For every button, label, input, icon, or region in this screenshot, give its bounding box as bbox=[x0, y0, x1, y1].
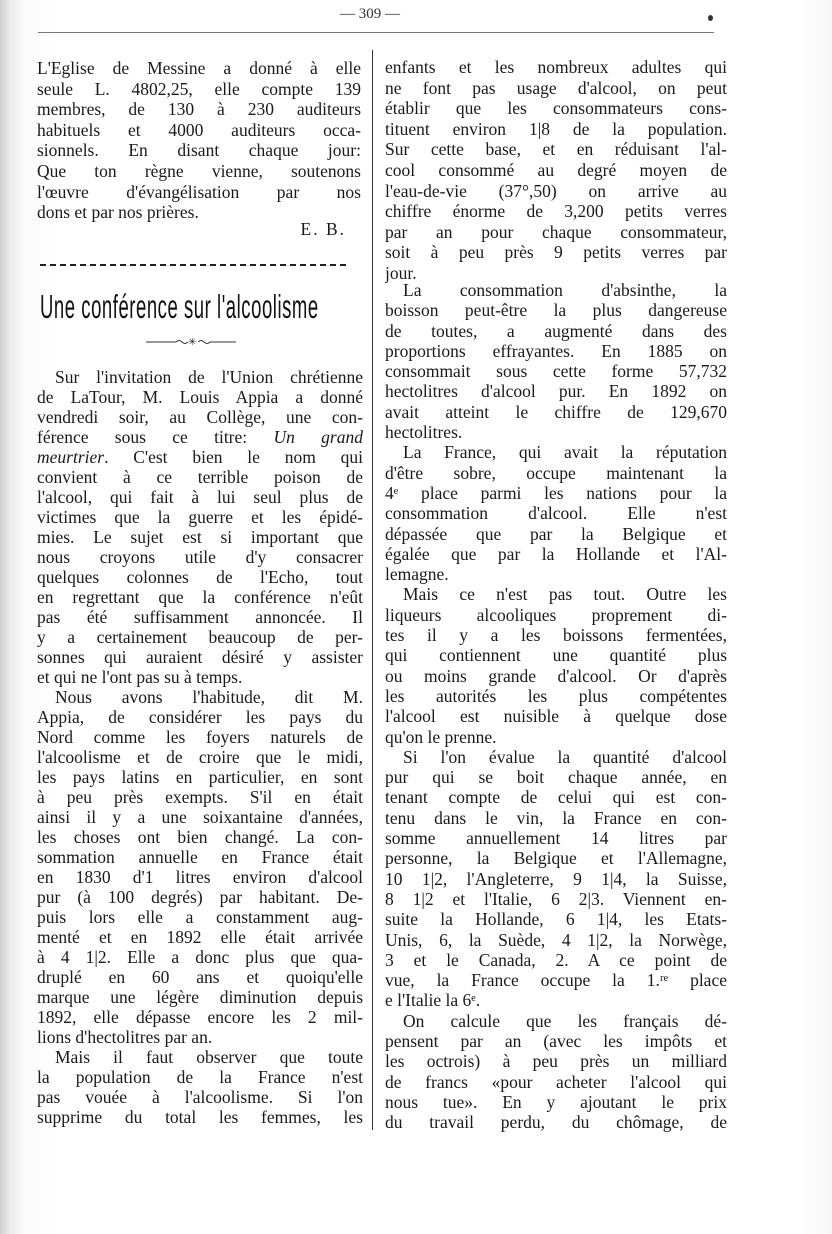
text-line: enfants et les nombreux adultes qui bbox=[385, 57, 727, 77]
text-line: mies. Le sujet est si important que bbox=[37, 527, 363, 547]
text-line: L'Eglise de Messine a donné à elle bbox=[37, 58, 361, 78]
text-line: en regrettant que la conférence n'eût bbox=[37, 587, 363, 607]
text-line: la population de la France n'est bbox=[37, 1067, 363, 1087]
italic-title-text: Un grand bbox=[273, 427, 363, 447]
text-line: nous croyons utile d'y consacrer bbox=[37, 547, 363, 567]
text-line: avait atteint le chiffre de 129,670 bbox=[385, 401, 727, 422]
text-line: Nous avons l'habitude, dit M. bbox=[55, 687, 363, 707]
text-line: par an pour chaque consommateur, bbox=[385, 221, 727, 242]
text-line: quelques colonnes de l'Echo, tout bbox=[37, 567, 363, 587]
text-line: à peu près exempts. S'il en était bbox=[37, 787, 363, 807]
text-line: soit à peu près 9 petits verres par bbox=[385, 242, 727, 263]
text-line: 4ᵉ place parmi les nations pour la bbox=[385, 482, 727, 503]
text-line: en 1830 d'1 litres environ d'alcool bbox=[37, 867, 363, 887]
ink-dot bbox=[708, 15, 713, 21]
text-line: les octrois) à peu près un milliard bbox=[385, 1051, 727, 1072]
text-line: du travail perdu, du chômage, de bbox=[385, 1112, 727, 1133]
page-number: — 309 — bbox=[340, 6, 400, 22]
text-line: sionnels. En disant chaque jour: bbox=[37, 140, 361, 161]
text-line: menté et en 1892 elle était arrivée bbox=[37, 927, 363, 947]
text-line: Sur cette base, et en réduisant l'al- bbox=[385, 139, 727, 160]
text-line: Nord comme les foyers naturels de bbox=[37, 727, 363, 747]
text-line: druplé en 60 ans et quoiqu'elle bbox=[37, 967, 363, 987]
text-line: victimes que la guerre et les épidé- bbox=[37, 507, 363, 527]
text-line: ainsi il y a une soixantaine d'années, bbox=[37, 807, 363, 827]
text-line: de toutes, a augmenté dans des bbox=[385, 320, 727, 341]
text-line: Sur l'invitation de l'Union chrétienne bbox=[55, 367, 363, 387]
text-line: Mais ce n'est pas tout. Outre les bbox=[403, 584, 727, 605]
text-line: marque une légère diminution depuis bbox=[37, 987, 363, 1007]
text-line bbox=[37, 447, 363, 467]
text-line: l'alcool, qui fait à lui seul plus de bbox=[37, 487, 363, 507]
text-line: nous tue». En y ajoutant le prix bbox=[385, 1091, 727, 1112]
text-line: 1892, elle dépasse encore les 2 mil- bbox=[37, 1007, 363, 1027]
text-line: La consommation d'absinthe, la bbox=[403, 280, 727, 300]
article-title-text: Une conférence sur l'alcoolisme bbox=[40, 288, 319, 325]
article-right-column bbox=[385, 280, 727, 1132]
text-line: dons et par nos prières. bbox=[37, 202, 199, 223]
svg-text:✳: ✳ bbox=[188, 337, 197, 345]
text-line: pur qui se boit chaque année, en bbox=[385, 767, 727, 788]
text-line: jour. bbox=[385, 262, 417, 283]
text-line: pas vouée à l'alcoolisme. Si l'on bbox=[37, 1087, 363, 1107]
text-line: de LaTour, M. Louis Appia a donné bbox=[37, 387, 363, 407]
text-line: hectolitres d'alcool pur. En 1892 on bbox=[385, 381, 727, 402]
text-line: e l'Italie la 6ᵉ. bbox=[385, 990, 481, 1011]
text-line: tenant compte de celui qui est con- bbox=[385, 787, 727, 808]
text-line: somme annuellement 14 litres par bbox=[385, 828, 727, 849]
text-line: d'être sobre, occupe maintenant la bbox=[385, 462, 727, 483]
text-line: sommation annuelle en France était bbox=[37, 847, 363, 867]
text-line: ne font pas usage d'alcool, on peut bbox=[385, 77, 727, 98]
section-separator bbox=[40, 264, 346, 266]
text-line: consommait sous cette forme 57,732 bbox=[385, 361, 727, 382]
text-line: seule L. 4802,25, elle compte 139 bbox=[37, 78, 361, 99]
text-line: vendredi soir, au Collège, une con- bbox=[37, 407, 363, 427]
text-line: supprime du total les femmes, les bbox=[37, 1107, 363, 1127]
text-line: qui contiennent une quantité plus bbox=[385, 645, 727, 666]
ornament-divider bbox=[146, 337, 236, 345]
text-line: habituels et 4000 auditeurs occa- bbox=[37, 119, 361, 140]
text-line: dépassée que par la Belgique et bbox=[385, 523, 727, 544]
text-line: cool consommé au degré moyen de bbox=[385, 159, 727, 180]
text-line: convient à ce terrible poison de bbox=[37, 467, 363, 487]
text-line: y a certainement beaucoup de per- bbox=[37, 627, 363, 647]
text-line: tituent environ 1|8 de la population. bbox=[385, 118, 727, 139]
text-line: proportions effrayantes. En 1885 on bbox=[385, 340, 727, 361]
text-line: pensent par an (avec les impôts et bbox=[385, 1030, 727, 1051]
text-line: Unis, 6, la Suède, 4 1|2, la Norwège, bbox=[385, 929, 727, 950]
header-rule bbox=[38, 32, 714, 33]
text-line: qu'on le prenne. bbox=[385, 726, 497, 747]
text-line: les choses ont bien changé. La con- bbox=[37, 827, 363, 847]
text-line: 8 1|2 et l'Italie, 6 2|3. Viennent en- bbox=[385, 888, 727, 909]
text-line: Si l'on évalue la quantité d'alcool bbox=[403, 746, 727, 767]
text-line: hectolitres. bbox=[385, 422, 463, 443]
text-line: et qui ne l'ont pas su à temps. bbox=[37, 667, 243, 687]
column-divider bbox=[372, 50, 373, 1130]
italic-title-text: meurtrier bbox=[37, 447, 105, 467]
text-line: l'alcool est nuisible à quelque dose bbox=[385, 706, 727, 727]
text-line: 10 1|2, l'Angleterre, 9 1|4, la Suisse, bbox=[385, 868, 727, 889]
text-line: tes il y a les boissons fermentées, bbox=[385, 625, 727, 646]
text-line: les autorités les plus compétentes bbox=[385, 685, 727, 706]
text-line: l'eau-de-vie (37°,50) on arrive au bbox=[385, 180, 727, 201]
text-line: chiffre énorme de 3,200 petits verres bbox=[385, 201, 727, 222]
text-line: Mais il faut observer que toute bbox=[55, 1047, 363, 1067]
text-line: consommation d'alcool. Elle n'est bbox=[385, 503, 727, 524]
text-line: tenu dans le vin, la France en con- bbox=[385, 807, 727, 828]
text-line: l'alcoolisme et de croire que le midi, bbox=[37, 747, 363, 767]
text-line: égalée que par la Hollande et l'Al- bbox=[385, 543, 727, 564]
text-line: ou moins grande d'alcool. Or d'après bbox=[385, 665, 727, 686]
text-line: personne, la Belgique et l'Allemagne, bbox=[385, 848, 727, 869]
text-line bbox=[37, 427, 363, 447]
previous-continuation-right bbox=[385, 57, 727, 284]
text-segment: . C'est bien le nom qui bbox=[104, 447, 363, 467]
author-signature: E. B. bbox=[300, 219, 346, 239]
text-line: Appia, de considérer les pays du bbox=[37, 707, 363, 727]
text-line: boisson peut-être la plus dangereuse bbox=[385, 300, 727, 321]
text-line: lions d'hectolitres par an. bbox=[37, 1027, 213, 1047]
text-segment: férence sous ce titre: bbox=[37, 427, 274, 447]
text-line: établir que les consommateurs cons- bbox=[385, 98, 727, 119]
text-line: les pays latins en particulier, en sont bbox=[37, 767, 363, 787]
article-left-column bbox=[37, 367, 363, 1127]
text-line: La France, qui avait la réputation bbox=[403, 442, 727, 463]
text-line: lemagne. bbox=[385, 564, 449, 585]
text-line: pur (à 100 degrés) par habitant. De- bbox=[37, 887, 363, 907]
text-line: vue, la France occupe la 1.ʳᵉ place bbox=[385, 970, 727, 991]
text-line: l'œuvre d'évangélisation par nos bbox=[37, 181, 361, 202]
text-line: à 4 1|2. Elle a donc plus que qua- bbox=[37, 947, 363, 967]
text-line: membres, de 130 à 230 auditeurs bbox=[37, 99, 361, 120]
text-line: sonnes qui auraient désiré y assister bbox=[37, 647, 363, 667]
text-line: de francs «pour acheter l'alcool qui bbox=[385, 1071, 727, 1092]
text-line: 3 et le Canada, 2. A ce point de bbox=[385, 949, 727, 970]
text-line: suite la Hollande, 6 1|4, les Etats- bbox=[385, 909, 727, 930]
text-line: pas été suffisamment annoncée. Il bbox=[37, 607, 363, 627]
previous-article-ending bbox=[37, 58, 361, 223]
article-title bbox=[40, 288, 345, 328]
text-line: Que ton règne vienne, soutenons bbox=[37, 160, 361, 181]
text-line: On calcule que les français dé- bbox=[403, 1010, 727, 1031]
text-line: liqueurs alcooliques proprement di- bbox=[385, 604, 727, 625]
text-line: puis lors elle a constamment aug- bbox=[37, 907, 363, 927]
